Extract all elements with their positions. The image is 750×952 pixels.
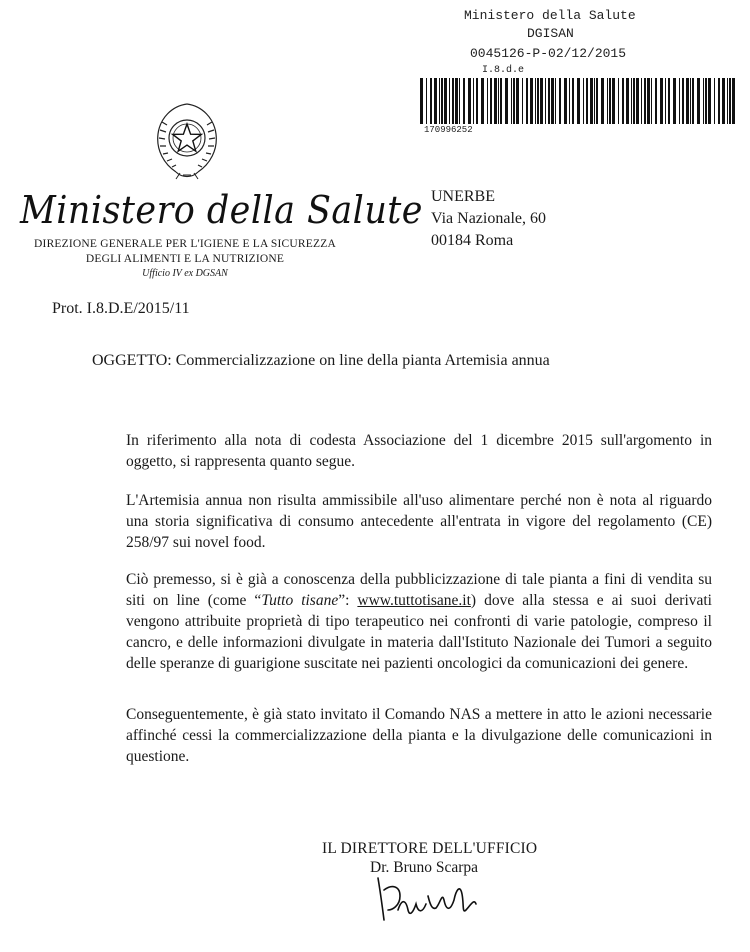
- barcode-bar: [449, 78, 450, 124]
- barcode-bar: [441, 78, 443, 124]
- barcode-bar: [607, 78, 608, 124]
- barcode-bar: [665, 78, 666, 124]
- subject-line: [92, 352, 550, 370]
- barcode-bar: [651, 78, 652, 124]
- barcode-bar: [626, 78, 629, 124]
- paragraph-2-text: L'Artemisia annua non risulta ammissibile all'uso alimentare perché non è nota al riguardo una storia significativa di consumo antecedente all'entrata in vigore del regolamento (CE) 258/97 sui novel food.: [126, 492, 712, 551]
- barcode-bar: [513, 78, 515, 124]
- barcode-number: 170996252: [424, 125, 473, 135]
- barcode-bar: [583, 78, 584, 124]
- barcode-bar: [505, 78, 508, 124]
- barcode-bar: [633, 78, 635, 124]
- signature-title: IL DIRETTORE DELL'UFFICIO: [322, 840, 538, 857]
- barcode-bar: [714, 78, 715, 124]
- recipient-name: UNERBE: [431, 188, 495, 205]
- office-name: Ufficio IV ex DGSAN: [142, 268, 228, 279]
- barcode-bar: [455, 78, 458, 124]
- barcode-bar: [530, 78, 533, 124]
- barcode-bar: [644, 78, 646, 124]
- barcode-bar: [426, 78, 427, 124]
- barcode-bar: [430, 78, 432, 124]
- barcode-bar: [703, 78, 704, 124]
- barcode-bar: [564, 78, 567, 124]
- barcode-bar: [555, 78, 556, 124]
- barcode-bar: [522, 78, 523, 124]
- barcode-bar: [444, 78, 447, 124]
- paragraph-1-text: In riferimento alla nota di codesta Associazione del 1 dicembre 2015 sull'argomento in oggetto, si rappresenta quanto segue.: [126, 432, 712, 470]
- barcode-bar: [586, 78, 588, 124]
- barcode-bar: [590, 78, 593, 124]
- stamp-classification: I.8.d.e: [482, 65, 525, 76]
- barcode-bar: [516, 78, 519, 124]
- barcode-bar: [537, 78, 539, 124]
- barcode-bar: [420, 78, 423, 124]
- barcode-bar: [609, 78, 611, 124]
- barcode-bar: [535, 78, 536, 124]
- recipient-city: 00184 Roma: [431, 232, 514, 249]
- barcode-bar: [569, 78, 570, 124]
- barcode-bar: [545, 78, 546, 124]
- barcode-bar: [732, 78, 735, 124]
- barcode-bar: [551, 78, 554, 124]
- barcode-bar: [660, 78, 663, 124]
- paragraph-4: [80, 704, 712, 767]
- signature-name: Dr. Bruno Scarpa: [370, 859, 479, 876]
- barcode-bar: [641, 78, 642, 124]
- barcode-bar: [622, 78, 624, 124]
- barcode-bar: [705, 78, 707, 124]
- barcode-bar: [729, 78, 731, 124]
- barcode-bar: [473, 78, 474, 124]
- department-line-2: DEGLI ALIMENTI E LA NUTRIZIONE: [85, 253, 285, 265]
- paragraph-3-part-b: ”:: [338, 592, 358, 609]
- barcode-bar: [631, 78, 632, 124]
- barcode-bar: [636, 78, 639, 124]
- barcode-bar: [601, 78, 604, 124]
- barcode-bar: [548, 78, 550, 124]
- barcode-bar: [655, 78, 657, 124]
- barcode-bar: [559, 78, 561, 124]
- barcode-bar: [690, 78, 691, 124]
- barcode-bar: [647, 78, 650, 124]
- barcode-bar: [511, 78, 512, 124]
- barcode-bar: [668, 78, 670, 124]
- barcode-bar: [679, 78, 680, 124]
- italian-republic-emblem-icon: [150, 100, 224, 182]
- paragraph-2: [80, 490, 712, 553]
- barcode-bar: [682, 78, 684, 124]
- barcode-bar: [490, 78, 492, 124]
- paragraph-3-part-c: ) dove alla stessa e ai suoi derivati vengono attribuite proprietà di tipo terapeutico nei confronti di varie patologie, compreso il cancro, e delle informazioni divulgate in materia dall'Istituto Nazionale dei Tumori a seguito delle speranze di guarigione suscitate nei pazienti oncologici da comunicazioni dei genere.: [126, 592, 712, 672]
- ministry-name: Ministero della Salute: [20, 188, 423, 232]
- barcode-bar: [727, 78, 728, 124]
- barcode-bar: [594, 78, 595, 124]
- barcode-bar: [468, 78, 471, 124]
- barcode-bar: [459, 78, 460, 124]
- barcode-bar: [708, 78, 711, 124]
- barcode-bar: [526, 78, 528, 124]
- barcode-bar: [612, 78, 615, 124]
- barcode-bar: [494, 78, 497, 124]
- barcode-bar: [686, 78, 689, 124]
- barcode-bar: [452, 78, 454, 124]
- recipient-street: Via Nazionale, 60: [431, 210, 546, 227]
- paragraph-3: [80, 569, 712, 674]
- paragraph-1: [80, 430, 712, 472]
- barcode-bar: [481, 78, 484, 124]
- barcode-bar: [500, 78, 502, 124]
- stamp-dgisan: DGISAN: [527, 26, 574, 41]
- stamp-protocol-number: 0045126-P-02/12/2015: [470, 46, 627, 61]
- barcode-bar: [577, 78, 580, 124]
- subject-label: OGGETTO:: [92, 352, 172, 369]
- department-line-1: DIREZIONE GENERALE PER L'IGIENE E LA SICUREZZA: [34, 238, 336, 250]
- barcode-bar: [673, 78, 676, 124]
- barcode-bar: [697, 78, 700, 124]
- barcode-bar: [487, 78, 488, 124]
- barcode-bar: [692, 78, 694, 124]
- protocol-reference: Prot. I.8.D.E/2015/11: [52, 300, 190, 317]
- barcode-bar: [463, 78, 465, 124]
- barcode-bar: [596, 78, 598, 124]
- tuttotisane-link[interactable]: www.tuttotisane.it: [357, 592, 471, 609]
- barcode: [418, 78, 738, 124]
- barcode-bar: [540, 78, 543, 124]
- paragraph-3-part-a: Ciò premesso, si è già a conoscenza della pubblicizzazione di tale pianta a fini di vendita su siti on line (come “: [126, 571, 712, 609]
- paragraph-3-site-name: Tutto tisane: [261, 592, 339, 609]
- subject-text: Commercializzazione on line della pianta Artemisia annua: [175, 352, 550, 369]
- paragraph-3-text: [80, 569, 712, 674]
- barcode-bar: [722, 78, 725, 124]
- paragraph-4-text: Conseguentemente, è già stato invitato il Comando NAS a mettere in atto le azioni necessarie affinché cessi la commercializzazione della pianta e la divulgazione delle comunicazioni in questione.: [126, 706, 712, 765]
- barcode-bar: [439, 78, 440, 124]
- barcode-bar: [718, 78, 720, 124]
- stamp-ministry: Ministero della Salute: [464, 8, 636, 23]
- barcode-bar: [434, 78, 437, 124]
- handwritten-signature: [370, 870, 510, 930]
- barcode-bar: [618, 78, 619, 124]
- barcode-bar: [498, 78, 499, 124]
- barcode-bar: [476, 78, 478, 124]
- barcode-bar: [572, 78, 574, 124]
